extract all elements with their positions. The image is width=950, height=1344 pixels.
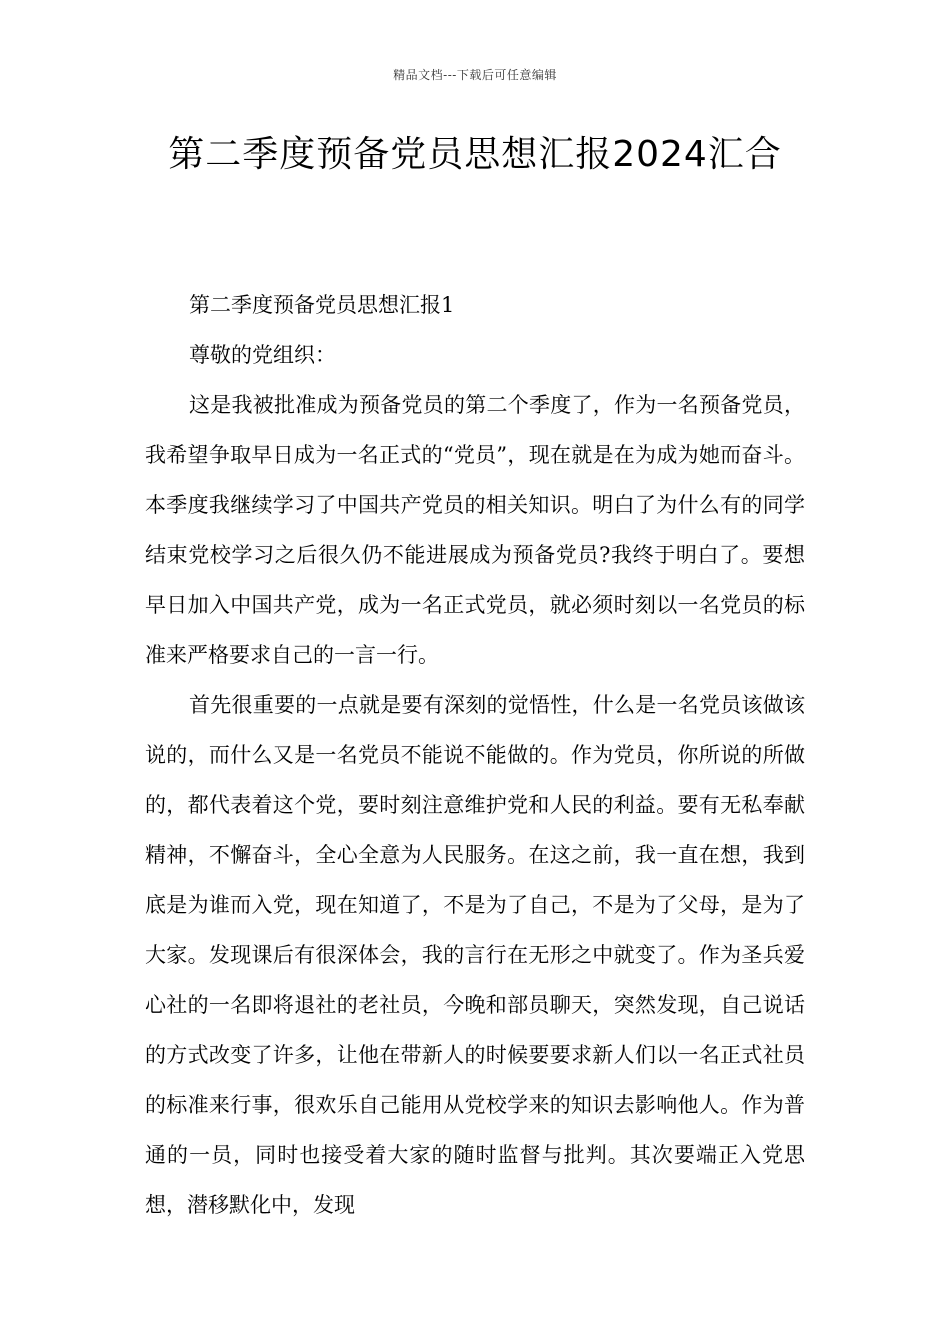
header-note: 精品文档---下载后可任意编辑 — [393, 68, 557, 82]
salutation: 尊敬的党组织： — [189, 343, 336, 367]
section-heading: 第二季度预备党员思想汇报1 — [189, 293, 455, 317]
body-paragraph: 这是我被批准成为预备党员的第二个季度了，作为一名预备党员，我希望争取早日成为一名正式的“党员”，现在就是在为成为她而奋斗。本季度我继续学习了中国共产党员的相关知识。明白了为什么有的同学结束党校学习之后很久仍不能进展成为预备党员?我终于明白了。要想早日加入中国共产党，成为一名正式党员，就必须时刻以一名党员的标准来严格要求自己的一言一行。 — [145, 393, 805, 667]
document-title: 第二季度预备党员思想汇报2024汇合 — [168, 134, 782, 175]
body-paragraph: 首先很重要的一点就是要有深刻的觉悟性，什么是一名党员该做该说的，而什么又是一名党员不能说不能做的。作为党员，你所说的所做的，都代表着这个党，要时刻注意维护党和人民的利益。要有无私奉献精神，不懈奋斗，全心全意为人民服务。在这之前，我一直在想，我到底是为谁而入党，现在知道了，不是为了自己，不是为了父母，是为了大家。发现课后有很深体会，我的言行在无形之中就变了。作为圣兵爱心社的一名即将退社的老社员，今晚和部员聊天，突然发现，自己说话的方式改变了许多，让他在带新人的时候要要求新人们以一名正式社员的标准来行事，很欢乐自己能用从党校学来的知识去影响他人。作为普通的一员，同时也接受着大家的随时监督与批判。其次要端正入党思想，潜移默化中，发现 — [145, 693, 805, 1217]
document-body — [145, 280, 805, 1230]
